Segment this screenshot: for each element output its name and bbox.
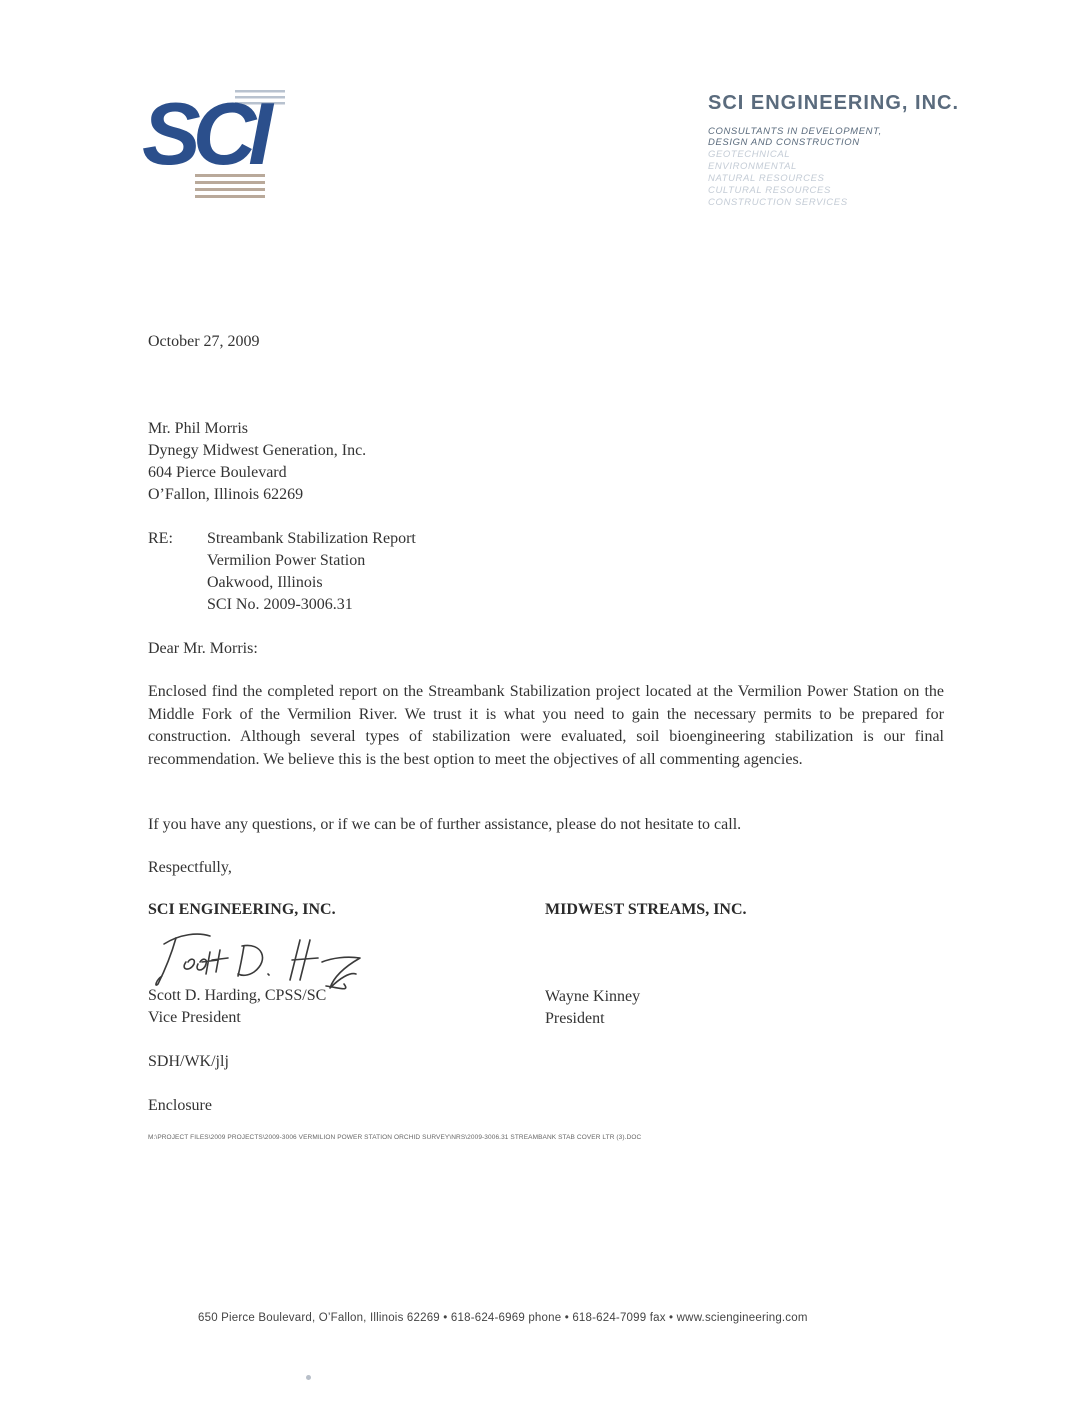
scan-speck: [306, 1375, 311, 1380]
tagline-1: CONSULTANTS IN DEVELOPMENT,: [708, 126, 882, 137]
tagline-5: NATURAL RESOURCES: [708, 173, 825, 184]
re-line-4: SCI No. 2009-3006.31: [207, 596, 353, 613]
tagline-6: CULTURAL RESOURCES: [708, 185, 831, 196]
signer-title-midwest: President: [545, 1010, 605, 1027]
tagline-7: CONSTRUCTION SERVICES: [708, 197, 848, 208]
recipient-name: Mr. Phil Morris: [148, 420, 249, 437]
re-label: RE:: [148, 530, 173, 547]
company-name: SCI ENGINEERING, INC.: [708, 92, 960, 114]
recipient-street: 604 Pierce Boulevard: [148, 464, 287, 481]
tagline-2: DESIGN AND CONSTRUCTION: [708, 137, 860, 148]
typist-initials: SDH/WK/jlj: [148, 1053, 229, 1070]
file-path: M:\PROJECT FILES\2009 PROJECTS\2009-3006 VERMILION POWER STATION ORCHID SURVEY\NRS\2009-3006.31 STREAMBANK STAB COVER LTR (3).DOC: [148, 1134, 642, 1141]
handwritten-signature: [150, 922, 380, 992]
sci-logo: [140, 78, 300, 208]
tagline-3: GEOTECHNICAL: [708, 149, 791, 160]
signer-title-sci: Vice President: [148, 1009, 241, 1026]
body-paragraph: Enclosed find the completed report on the Streambank Stabilization project located at the Vermilion Power Station on the Middle Fork of the Vermilion River. We trust it is what you need to gain the necessary permits to be prepared for construction. Although several types of stabilization were evaluated, soil bioengineering stabilization is our final recommendation. We believe this is the best option to meet the objectives of all commenting agencies.: [148, 683, 944, 768]
re-line-3: Oakwood, Illinois: [207, 574, 323, 591]
recipient-company: Dynegy Midwest Generation, Inc.: [148, 442, 367, 459]
footer-address: 650 Pierce Boulevard, O’Fallon, Illinois 62269 • 618-624-6969 phone • 618-624-7099 fax • www.sciengineering.com: [198, 1312, 808, 1324]
recipient-city: O’Fallon, Illinois 62269: [148, 486, 304, 503]
signer-name-sci: Scott D. Harding, CPSS/SC: [148, 987, 327, 1004]
enclosure-note: Enclosure: [148, 1097, 212, 1114]
letter-date: October 27, 2009: [148, 333, 260, 350]
logo-lettering: SCI: [142, 84, 265, 183]
salutation: Dear Mr. Morris:: [148, 640, 258, 657]
closing-note: If you have any questions, or if we can be of further assistance, please do not hesitate to call.: [148, 816, 742, 833]
tagline-4: ENVIRONMENTAL: [708, 161, 797, 172]
signer-company-sci: SCI ENGINEERING, INC.: [148, 901, 336, 918]
re-line-1: Streambank Stabilization Report: [207, 530, 416, 547]
closing: Respectfully,: [148, 859, 232, 876]
signer-company-midwest: MIDWEST STREAMS, INC.: [545, 901, 747, 918]
re-line-2: Vermilion Power Station: [207, 552, 366, 569]
signer-name-midwest: Wayne Kinney: [545, 988, 641, 1005]
